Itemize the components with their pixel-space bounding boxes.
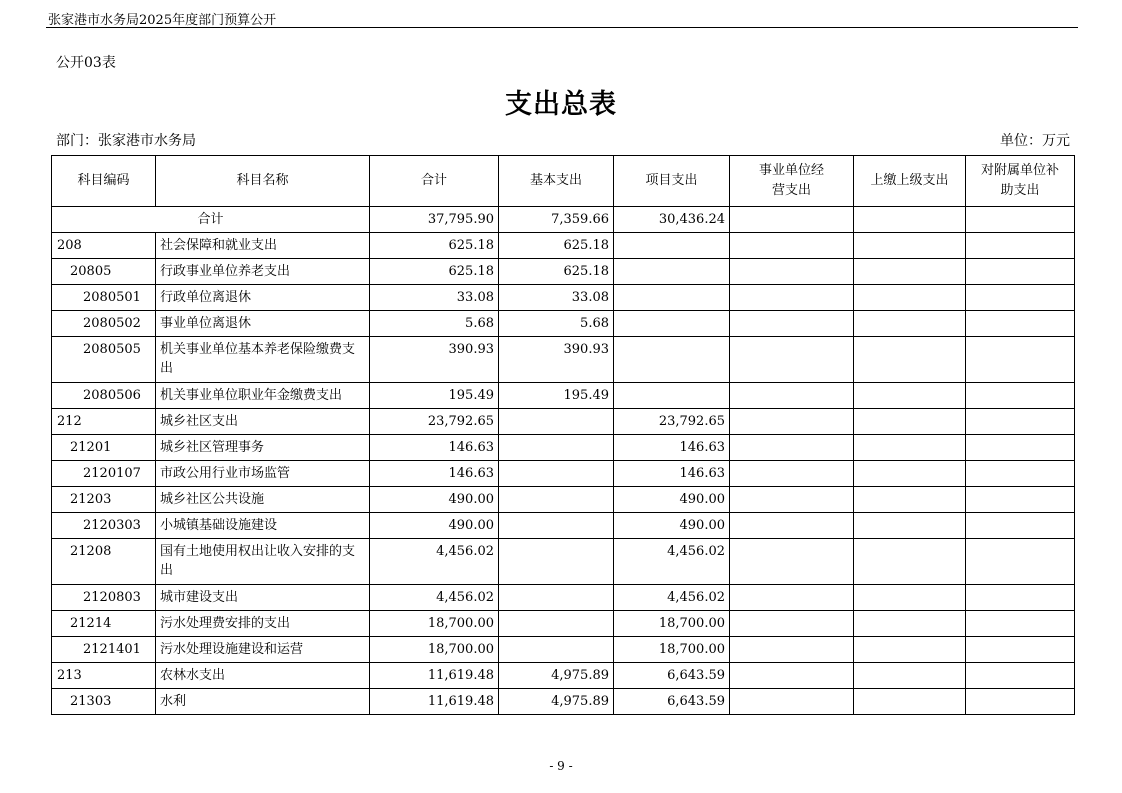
- total-cell: 146.63: [370, 461, 499, 487]
- total-cell: 37,795.90: [370, 207, 499, 233]
- column-header: 合计: [370, 156, 499, 207]
- name-cell: 事业单位离退休: [156, 311, 370, 337]
- remit-cell: [854, 585, 966, 611]
- basic-cell: [499, 409, 614, 435]
- total-cell: 11,619.48: [370, 689, 499, 715]
- project-cell: 146.63: [614, 435, 730, 461]
- subsidy-cell: [966, 663, 1075, 689]
- total-cell: 390.93: [370, 337, 499, 383]
- business-cell: [730, 487, 854, 513]
- remit-cell: [854, 611, 966, 637]
- code-cell: 21214: [52, 611, 156, 637]
- running-header: 张家港市水务局2025年度部门预算公开: [48, 13, 277, 28]
- remit-cell: [854, 435, 966, 461]
- total-cell: 4,456.02: [370, 539, 499, 585]
- remit-cell: [854, 207, 966, 233]
- project-cell: [614, 285, 730, 311]
- business-cell: [730, 461, 854, 487]
- project-cell: 30,436.24: [614, 207, 730, 233]
- project-cell: 146.63: [614, 461, 730, 487]
- project-cell: [614, 337, 730, 383]
- project-cell: [614, 233, 730, 259]
- basic-cell: [499, 637, 614, 663]
- project-cell: 4,456.02: [614, 539, 730, 585]
- business-cell: [730, 585, 854, 611]
- total-cell: 33.08: [370, 285, 499, 311]
- project-cell: 490.00: [614, 487, 730, 513]
- basic-cell: 195.49: [499, 383, 614, 409]
- name-cell: 小城镇基础设施建设: [156, 513, 370, 539]
- subsidy-cell: [966, 461, 1075, 487]
- business-cell: [730, 311, 854, 337]
- name-cell: 机关事业单位职业年金缴费支出: [156, 383, 370, 409]
- business-cell: [730, 207, 854, 233]
- name-cell: 国有土地使用权出让收入安排的支出: [156, 539, 370, 585]
- business-cell: [730, 539, 854, 585]
- table-row: [52, 637, 1075, 663]
- basic-cell: 625.18: [499, 259, 614, 285]
- business-cell: [730, 285, 854, 311]
- basic-cell: 390.93: [499, 337, 614, 383]
- business-cell: [730, 233, 854, 259]
- business-cell: [730, 611, 854, 637]
- subsidy-cell: [966, 259, 1075, 285]
- project-cell: [614, 259, 730, 285]
- name-cell: 农林水支出: [156, 663, 370, 689]
- remit-cell: [854, 233, 966, 259]
- business-cell: [730, 409, 854, 435]
- column-header: 项目支出: [614, 156, 730, 207]
- column-header: 基本支出: [499, 156, 614, 207]
- project-cell: 4,456.02: [614, 585, 730, 611]
- business-cell: [730, 663, 854, 689]
- code-cell: 2120803: [52, 585, 156, 611]
- table-row: [52, 409, 1075, 435]
- column-header: 事业单位经营支出: [730, 156, 854, 207]
- remit-cell: [854, 663, 966, 689]
- total-cell: 490.00: [370, 487, 499, 513]
- table-row: [52, 663, 1075, 689]
- subsidy-cell: [966, 435, 1075, 461]
- basic-cell: [499, 539, 614, 585]
- name-cell: 社会保障和就业支出: [156, 233, 370, 259]
- basic-cell: 625.18: [499, 233, 614, 259]
- project-cell: 6,643.59: [614, 663, 730, 689]
- subsidy-cell: [966, 311, 1075, 337]
- business-cell: [730, 637, 854, 663]
- subsidy-cell: [966, 637, 1075, 663]
- basic-cell: 5.68: [499, 311, 614, 337]
- subsidy-cell: [966, 689, 1075, 715]
- name-cell: 行政事业单位养老支出: [156, 259, 370, 285]
- code-cell: 21303: [52, 689, 156, 715]
- code-cell: 2080505: [52, 337, 156, 383]
- header-rule: [46, 27, 1078, 28]
- table-row: [52, 435, 1075, 461]
- remit-cell: [854, 539, 966, 585]
- unit-label: 单位：万元: [1000, 133, 1070, 149]
- table-row: [52, 539, 1075, 585]
- project-cell: 18,700.00: [614, 611, 730, 637]
- name-cell: 污水处理设施建设和运营: [156, 637, 370, 663]
- subsidy-cell: [966, 409, 1075, 435]
- total-cell: 23,792.65: [370, 409, 499, 435]
- code-cell: 2080506: [52, 383, 156, 409]
- business-cell: [730, 513, 854, 539]
- project-cell: [614, 311, 730, 337]
- code-cell: 2120303: [52, 513, 156, 539]
- subsidy-cell: [966, 285, 1075, 311]
- code-cell: 21208: [52, 539, 156, 585]
- expenditure-table: [51, 155, 1075, 715]
- code-cell: 2120107: [52, 461, 156, 487]
- basic-cell: 7,359.66: [499, 207, 614, 233]
- basic-cell: [499, 611, 614, 637]
- code-cell: 21203: [52, 487, 156, 513]
- table-row: [52, 233, 1075, 259]
- subsidy-cell: [966, 233, 1075, 259]
- remit-cell: [854, 311, 966, 337]
- total-cell: 18,700.00: [370, 611, 499, 637]
- total-cell: 5.68: [370, 311, 499, 337]
- page-title: 支出总表: [505, 89, 617, 120]
- remit-cell: [854, 487, 966, 513]
- code-cell: 208: [52, 233, 156, 259]
- total-cell: 490.00: [370, 513, 499, 539]
- total-cell: 11,619.48: [370, 663, 499, 689]
- project-cell: 18,700.00: [614, 637, 730, 663]
- basic-cell: [499, 461, 614, 487]
- name-cell: 城乡社区公共设施: [156, 487, 370, 513]
- basic-cell: [499, 487, 614, 513]
- name-cell: 市政公用行业市场监管: [156, 461, 370, 487]
- remit-cell: [854, 285, 966, 311]
- remit-cell: [854, 513, 966, 539]
- remit-cell: [854, 383, 966, 409]
- remit-cell: [854, 637, 966, 663]
- name-cell: 城乡社区管理事务: [156, 435, 370, 461]
- name-cell: 城乡社区支出: [156, 409, 370, 435]
- remit-cell: [854, 461, 966, 487]
- column-header: 上缴上级支出: [854, 156, 966, 207]
- code-cell: 2080502: [52, 311, 156, 337]
- name-cell: 污水处理费安排的支出: [156, 611, 370, 637]
- code-cell: 2080501: [52, 285, 156, 311]
- remit-cell: [854, 337, 966, 383]
- basic-cell: 4,975.89: [499, 689, 614, 715]
- column-header: 科目编码: [52, 156, 156, 207]
- subsidy-cell: [966, 585, 1075, 611]
- subsidy-cell: [966, 383, 1075, 409]
- column-header: 科目名称: [156, 156, 370, 207]
- total-row: [52, 207, 1075, 233]
- business-cell: [730, 689, 854, 715]
- code-cell: 21201: [52, 435, 156, 461]
- name-cell: 机关事业单位基本养老保险缴费支出: [156, 337, 370, 383]
- remit-cell: [854, 409, 966, 435]
- subsidy-cell: [966, 207, 1075, 233]
- table-row: [52, 259, 1075, 285]
- name-cell: 行政单位离退休: [156, 285, 370, 311]
- basic-cell: [499, 585, 614, 611]
- code-cell: 2121401: [52, 637, 156, 663]
- total-cell: 18,700.00: [370, 637, 499, 663]
- table-row: [52, 337, 1075, 383]
- subsidy-cell: [966, 539, 1075, 585]
- basic-cell: [499, 513, 614, 539]
- business-cell: [730, 383, 854, 409]
- department-label: 部门：张家港市水务局: [56, 133, 196, 149]
- basic-cell: [499, 435, 614, 461]
- total-cell: 195.49: [370, 383, 499, 409]
- project-cell: 490.00: [614, 513, 730, 539]
- page-number: - 9 -: [549, 759, 573, 773]
- project-cell: 6,643.59: [614, 689, 730, 715]
- total-label: 合计: [52, 207, 370, 233]
- table-row: [52, 689, 1075, 715]
- subsidy-cell: [966, 337, 1075, 383]
- column-header: 对附属单位补助支出: [966, 156, 1075, 207]
- total-cell: 4,456.02: [370, 585, 499, 611]
- table-row: [52, 513, 1075, 539]
- business-cell: [730, 337, 854, 383]
- table-number: 公开03表: [56, 55, 116, 71]
- code-cell: 213: [52, 663, 156, 689]
- basic-cell: 4,975.89: [499, 663, 614, 689]
- remit-cell: [854, 689, 966, 715]
- subsidy-cell: [966, 487, 1075, 513]
- name-cell: 水利: [156, 689, 370, 715]
- table-row: [52, 611, 1075, 637]
- business-cell: [730, 259, 854, 285]
- table-row: [52, 383, 1075, 409]
- name-cell: 城市建设支出: [156, 585, 370, 611]
- project-cell: 23,792.65: [614, 409, 730, 435]
- total-cell: 625.18: [370, 233, 499, 259]
- table-row: [52, 461, 1075, 487]
- table-row: [52, 487, 1075, 513]
- total-cell: 146.63: [370, 435, 499, 461]
- remit-cell: [854, 259, 966, 285]
- table-row: [52, 285, 1075, 311]
- project-cell: [614, 383, 730, 409]
- table-row: [52, 585, 1075, 611]
- basic-cell: 33.08: [499, 285, 614, 311]
- subsidy-cell: [966, 513, 1075, 539]
- code-cell: 20805: [52, 259, 156, 285]
- table-header-row: [52, 156, 1075, 207]
- business-cell: [730, 435, 854, 461]
- code-cell: 212: [52, 409, 156, 435]
- table-row: [52, 311, 1075, 337]
- total-cell: 625.18: [370, 259, 499, 285]
- subsidy-cell: [966, 611, 1075, 637]
